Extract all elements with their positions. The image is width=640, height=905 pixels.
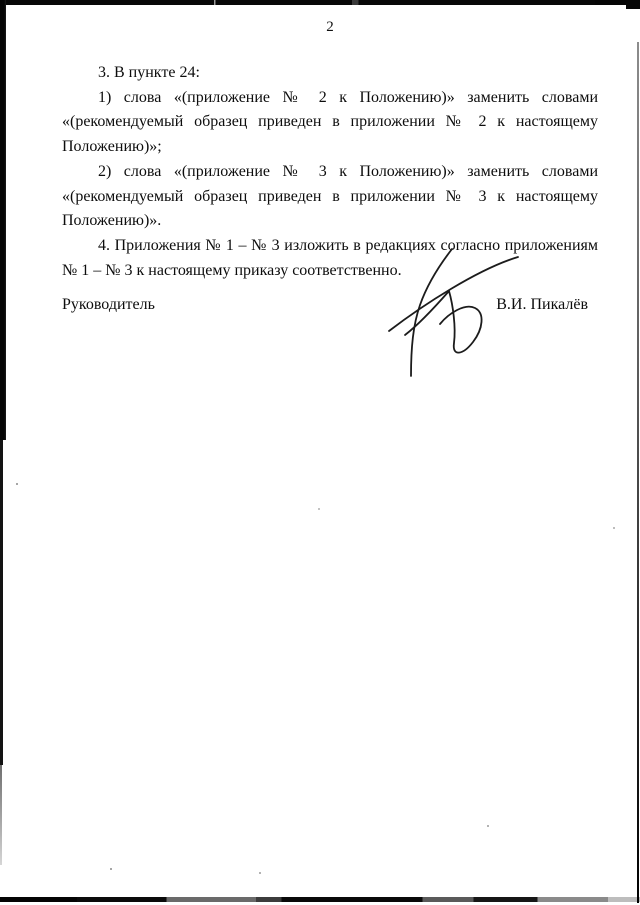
document-line: «(рекомендуемый образец приведен в приложении № 3 к настоящему: [62, 187, 598, 205]
document-line: «(рекомендуемый образец приведен в приложении № 2 к настоящему: [62, 113, 598, 131]
scan-border-bottom: [0, 897, 640, 902]
scan-border-top: [0, 0, 640, 5]
scan-corner-top-right: [626, 0, 640, 9]
document-line: № 1 – № 3 к настоящему приказу соответственно.: [62, 261, 402, 279]
signer-name: В.И. Пикалёв: [496, 296, 588, 313]
signature-strokes: [383, 243, 523, 383]
scan-border-right: [637, 42, 639, 903]
scan-speck: [259, 872, 261, 874]
scan-speck: [110, 868, 112, 870]
page-number: 2: [326, 19, 334, 35]
document-line: 1) слова «(приложение № 2 к Положению)» заменить словами: [98, 88, 598, 106]
document-line: 4. Приложения № 1 – № 3 изложить в редакциях согласно приложениям: [98, 236, 598, 254]
scan-border-left-lower: [0, 440, 3, 765]
scan-speck: [487, 825, 489, 827]
scan-border-left: [0, 0, 6, 440]
handwritten-signature: [383, 243, 523, 383]
document-line: Положению)».: [62, 212, 162, 230]
scan-speck: [16, 483, 18, 485]
scan-speck: [613, 527, 615, 529]
signer-title: Руководитель: [62, 296, 155, 313]
document-line: Положению)»;: [62, 138, 162, 156]
scan-speck: [318, 508, 320, 510]
scan-border-left-tail: [0, 765, 2, 865]
document-line: 2) слова «(приложение № 3 к Положению)» заменить словами: [98, 162, 598, 180]
document-line: 3. В пункте 24:: [98, 64, 200, 81]
